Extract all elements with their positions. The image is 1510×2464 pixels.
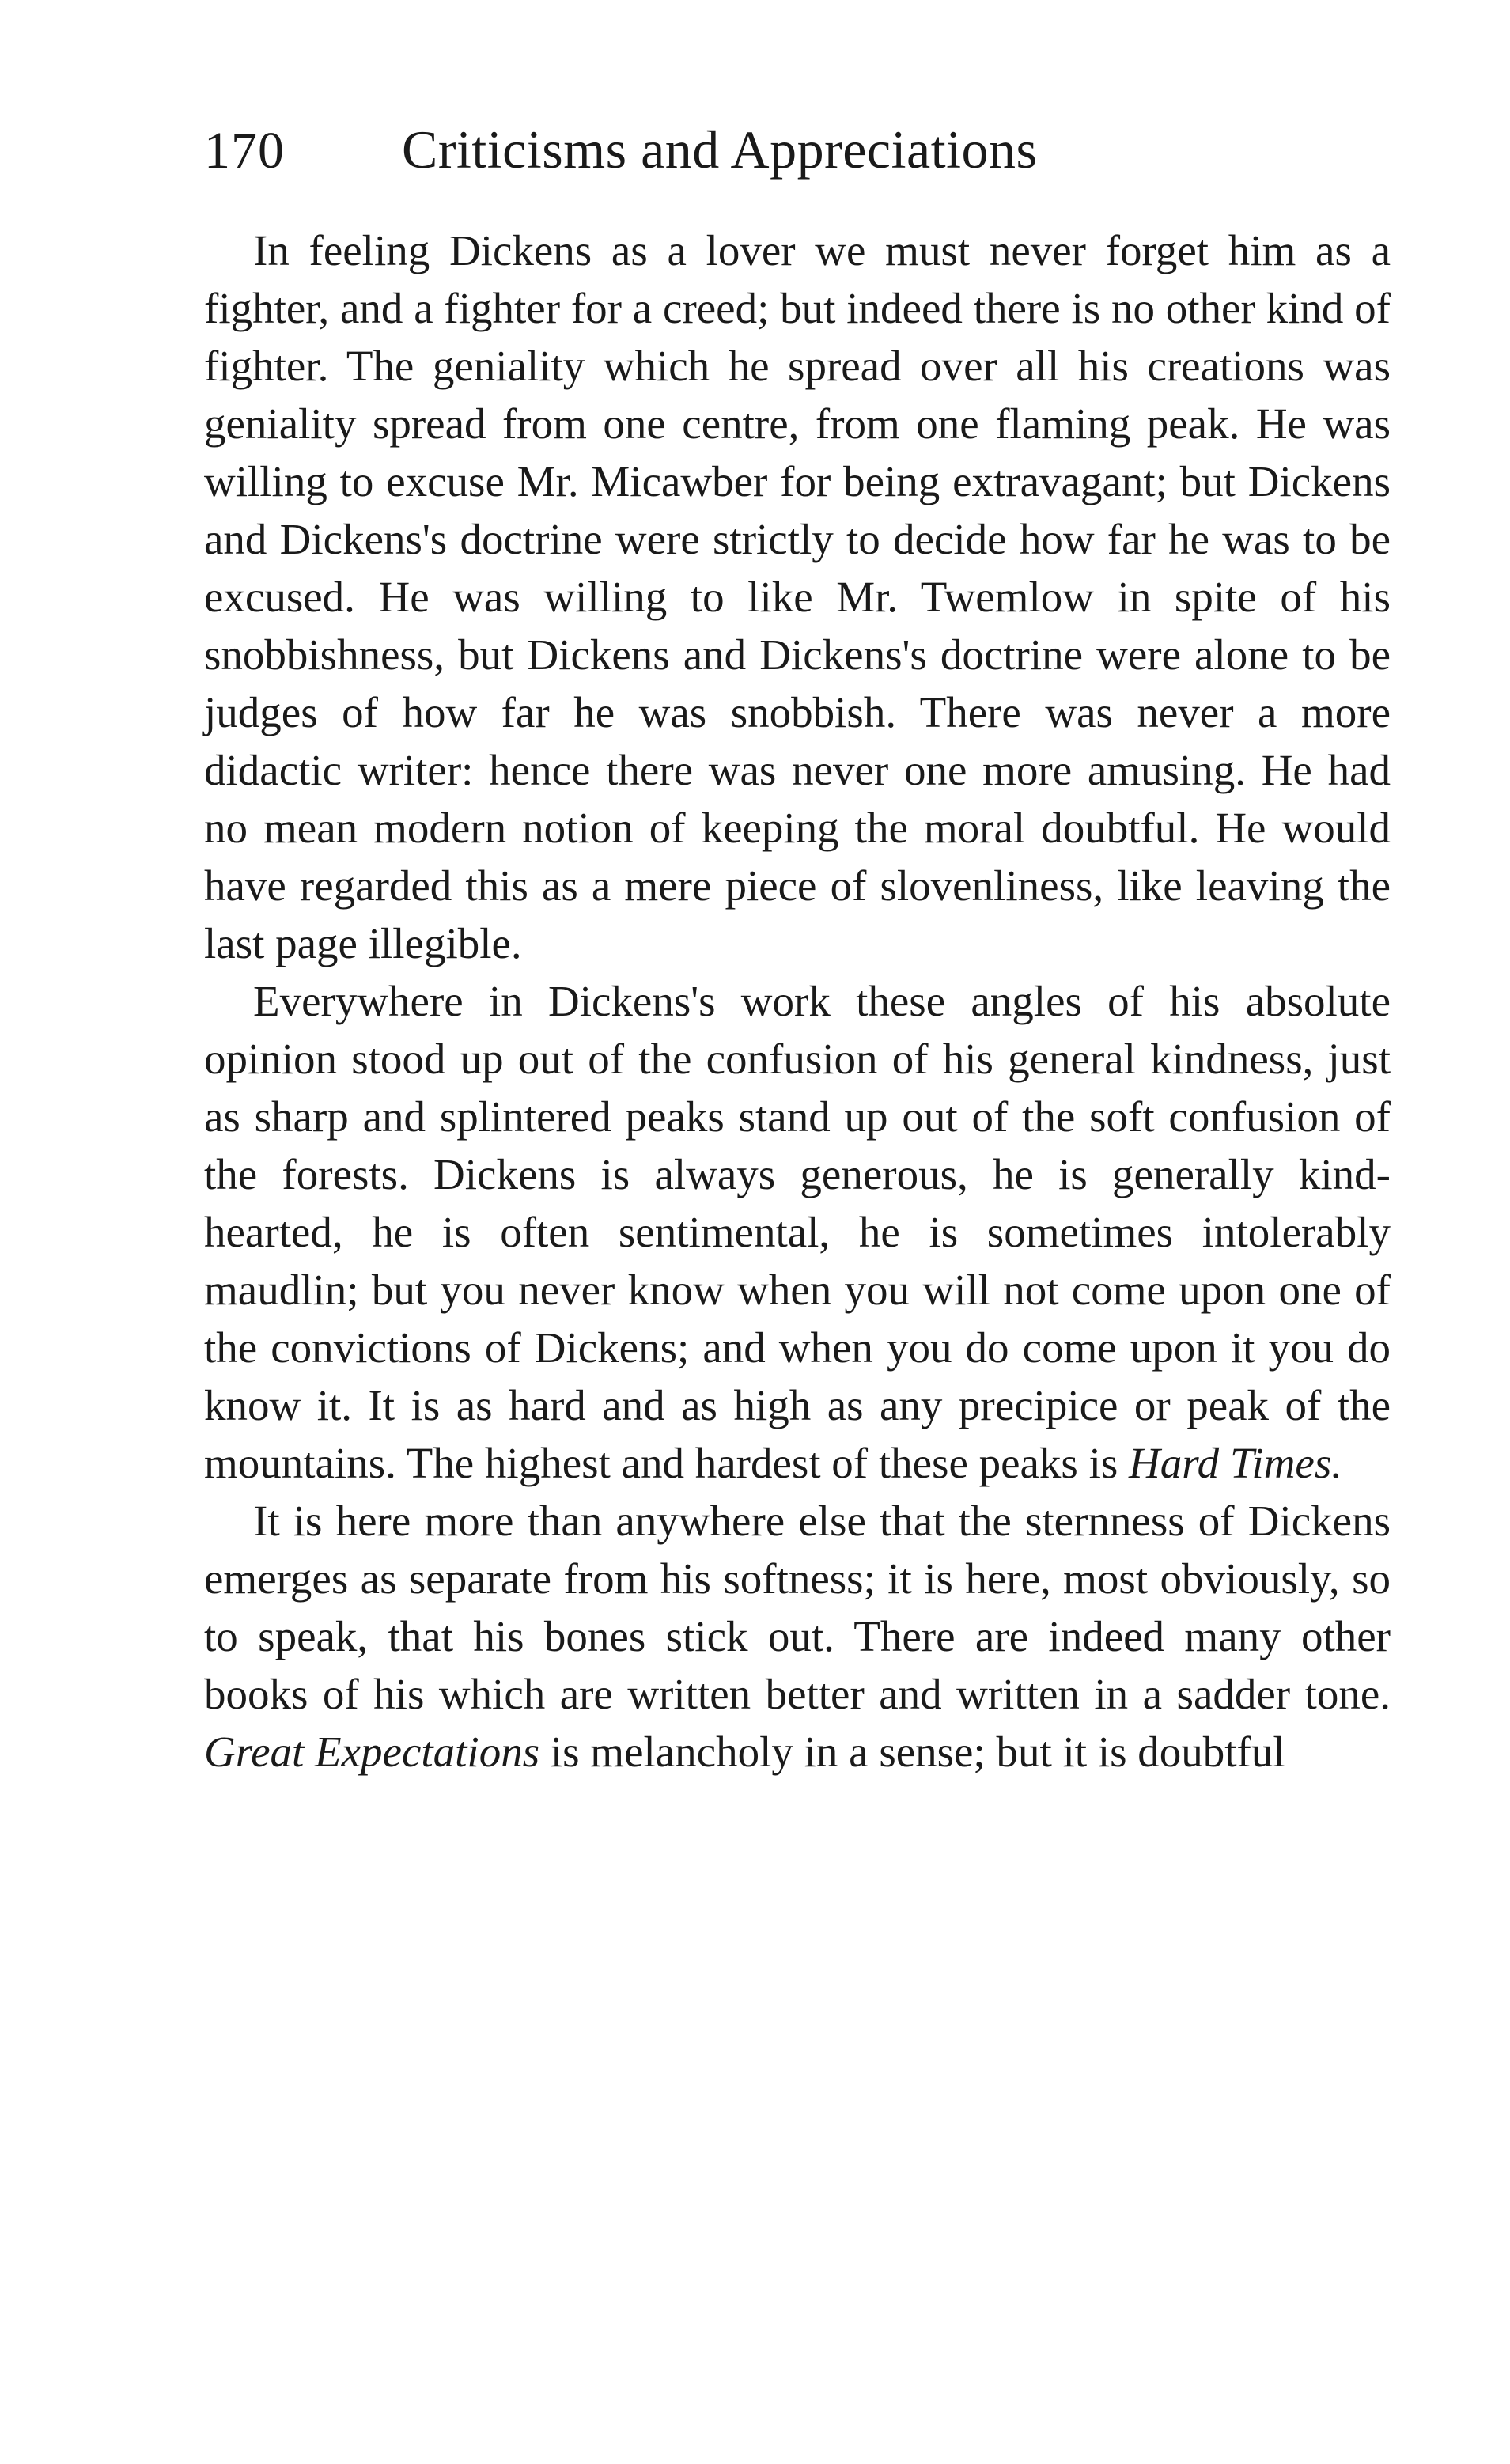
paragraph-3-text: It is here more than anywhere else that the sternness of Dickens emerges as separate from his softness; it is here, most obviously, so to speak, that his bones stick out. There are indeed many other books of his which are written better and written in a sadder tone. — [204, 1497, 1391, 1718]
paragraph-2 — [204, 972, 1391, 1492]
page-number: 170 — [204, 122, 285, 180]
paragraph-3-tail: is melancholy in a sense; but it is doubtful — [539, 1728, 1285, 1776]
body-text — [204, 221, 1391, 1781]
paragraph-3 — [204, 1492, 1391, 1781]
paragraph-1 — [204, 221, 1391, 972]
book-title-hard-times: Hard Times. — [1129, 1439, 1342, 1487]
paragraph-2-text: Everywhere in Dickens's work these angles of his absolute opinion stood up out of the confusion of his general kindness, just as sharp and splintered peaks stand up out of the soft confusion of the forests. Dickens is always generous, he is generally kind-hearted, he is often sentimental, he is sometimes intolerably maudlin; but you never know when you will not come upon one of the convictions of Dickens; and when you do come upon it you do know it. It is as hard and as high as any precipice or peak of the mountains. The highest and hardest of these peaks is — [204, 977, 1391, 1487]
book-title-great-expectations: Great Expectations — [204, 1728, 540, 1776]
running-title: Criticisms and Appreciations — [402, 119, 1038, 180]
paragraph-1-text: In feeling Dickens as a lover we must never forget him as a fighter, and a fighter for a creed; but indeed there is no other kind of fighter. The geniality which he spread over all his creations was geniality spread from one centre, from one flaming peak. He was willing to excuse Mr. Micawber for being extravagant; but Dickens and Dickens's doctrine were strictly to decide how far he was to be excused. He was willing to like Mr. Twemlow in spite of his snobbishness, but Dickens and Dickens's doctrine were alone to be judges of how far he was snobbish. There was never a more didactic writer: hence there was never one more amusing. He had no mean modern notion of keeping the moral doubtful. He would have regarded this as a mere piece of slovenliness, like leaving the last page illegible. — [204, 226, 1391, 967]
book-page — [204, 119, 1391, 1781]
running-head — [204, 119, 1391, 206]
